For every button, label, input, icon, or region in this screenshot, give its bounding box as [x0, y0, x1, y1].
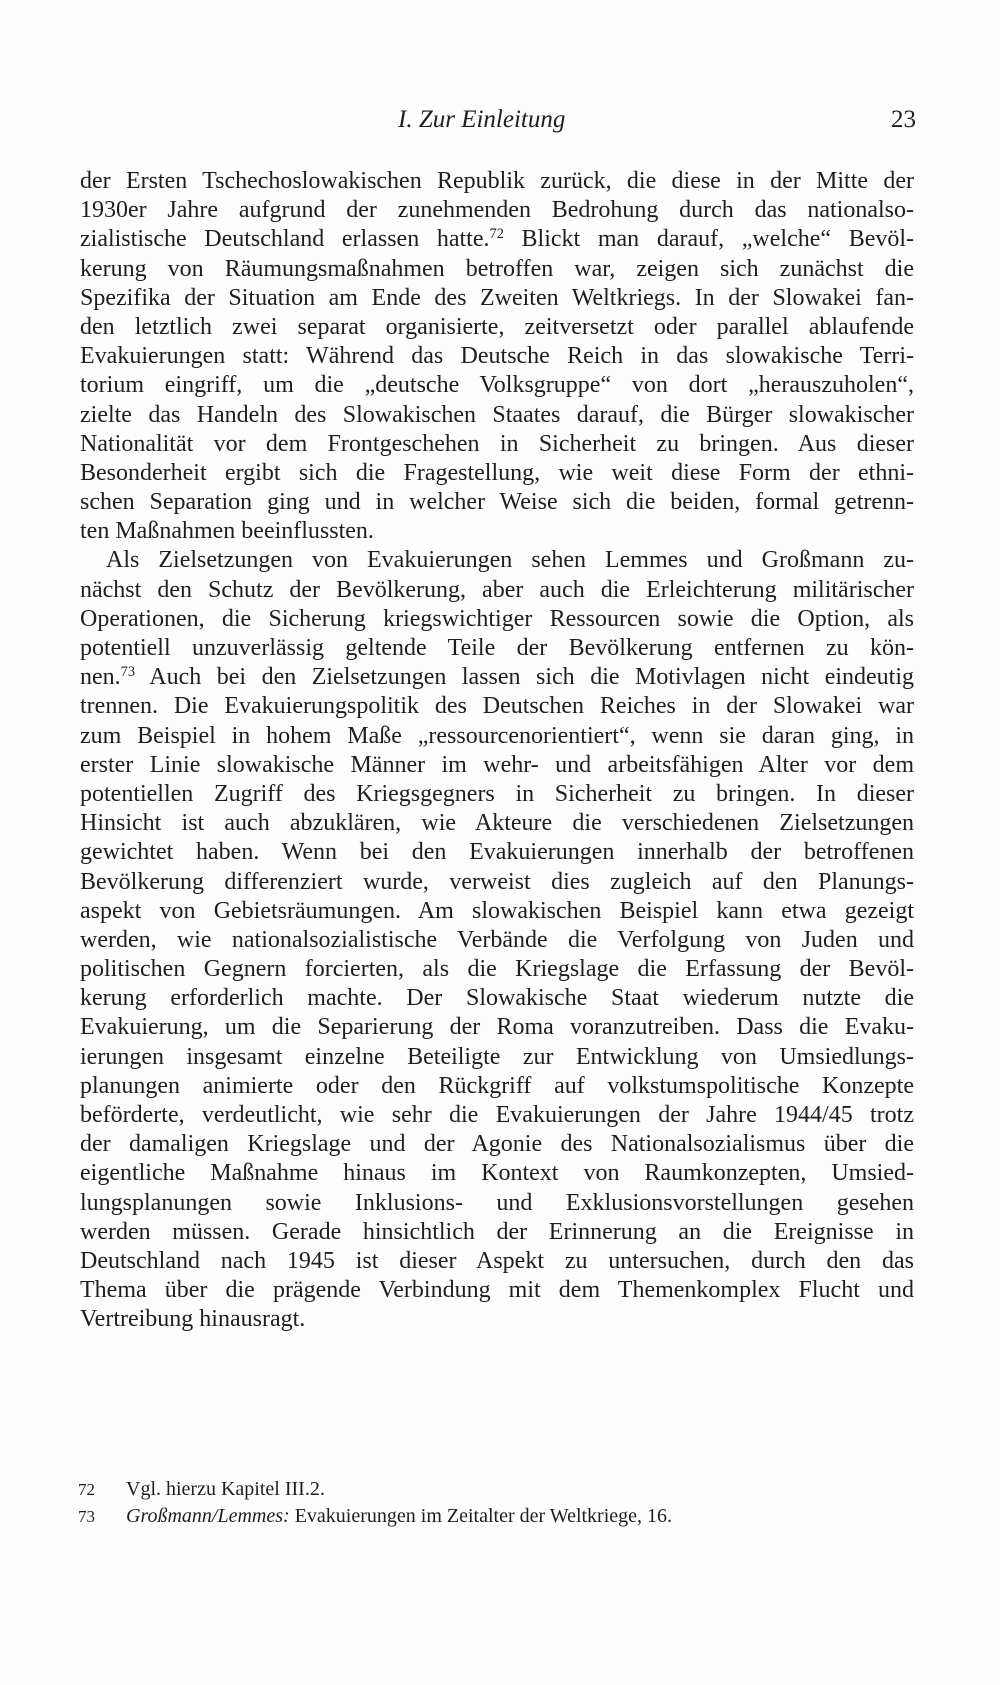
text-line: zielte das Handeln des Slowakischen Staates darauf, die Bürger slowakischer [80, 401, 914, 428]
text-line: Hinsicht ist auch abzuklären, wie Akteure die verschiedenen Zielsetzungen [80, 810, 914, 837]
text-line: Evakuierung, um die Separierung der Roma voranzutreiben. Dass die Evaku- [80, 1014, 914, 1041]
text-line: beförderte, verdeutlicht, wie sehr die Evakuierungen der Jahre 1944/45 trotz [80, 1102, 914, 1128]
text-line: Besonderheit ergibt sich die Fragestellung, wie weit diese Form der ethni- [80, 459, 914, 486]
footnote-text: Vgl. hierzu Kapitel III.2. [126, 1478, 325, 1500]
text-line: Nationalität vor dem Frontgeschehen in Sicherheit zu bringen. Aus dieser [80, 430, 914, 457]
text-line: nächst den Schutz der Bevölkerung, aber auch die Erleichterung militärischer [80, 576, 914, 603]
text-line: potentiellen Zugriff des Kriegsgegners in Sicherheit zu bringen. In dieser [80, 780, 914, 807]
text-segment: Auch bei den Zielsetzungen lassen sich die Motivlagen nicht eindeutig [135, 664, 914, 691]
footnote-text: Evakuierungen im Zeitalter der Weltkriege, 16. [289, 1505, 673, 1527]
text-line: kerung erforderlich machte. Der Slowakische Staat wiederum nutzte die [80, 985, 914, 1012]
text-line: Bevölkerung differenziert wurde, verweist dies zugleich auf den Planungs- [80, 868, 914, 895]
text-line: politischen Gegnern forcierten, als die Kriegslage die Erfassung der Bevöl- [80, 956, 914, 983]
text-line: Thema über die prägende Verbindung mit dem Themenkomplex Flucht und [80, 1277, 914, 1304]
text-line: Spezifika der Situation am Ende des Zweiten Weltkriegs. In der Slowakei fan- [80, 284, 914, 311]
text-line: schen Separation ging und in welcher Weise sich die beiden, formal getrenn- [80, 489, 914, 516]
body-text [80, 167, 914, 1335]
text-line: Als Zielsetzungen von Evakuierungen sehen Lemmes und Großmann zu- [106, 547, 914, 574]
text-line: der Ersten Tschechoslowakischen Republik zurück, die diese in der Mitte der [80, 168, 914, 194]
text-line: Deutschland nach 1945 ist dieser Aspekt zu untersuchen, durch den das [80, 1247, 914, 1274]
text-line: torium eingriff, um die „deutsche Volksgruppe“ von dort „herauszuholen“, [80, 372, 914, 399]
page-number: 23 [891, 106, 916, 133]
text-line: Operationen, die Sicherung kriegswichtiger Ressourcen sowie die Option, als [80, 605, 914, 632]
text-line: ierungen insgesamt einzelne Beteiligte zur Entwicklung von Umsiedlungs- [80, 1043, 914, 1070]
footnote-mark: 73 [78, 1507, 95, 1526]
footnote-author: Großmann/Lemmes: [126, 1505, 290, 1527]
footnote-ref-73[interactable]: 73 [120, 664, 136, 681]
footnote-mark: 72 [78, 1480, 95, 1499]
text-line: zum Beispiel in hohem Maße „ressourcenorientiert“, wenn sie daran ging, in [80, 722, 914, 749]
text-line [80, 663, 914, 692]
footnote-72 [78, 1476, 918, 1503]
text-line: planungen animierte oder den Rückgriff auf volkstumspolitische Konzepte [80, 1072, 914, 1099]
text-line: werden, wie nationalsozialistische Verbände die Verfolgung von Juden und [80, 926, 914, 953]
paragraph-1 [80, 167, 914, 546]
footnotes [78, 1476, 918, 1530]
text-segment: zialistische Deutschland erlassen hatte. [80, 226, 490, 253]
text-line: trennen. Die Evakuierungspolitik des Deutschen Reiches in der Slowakei war [80, 693, 914, 720]
text-line: lungsplanungen sowie Inklusions- und Exklusionsvorstellungen gesehen [80, 1189, 914, 1216]
text-line: eigentliche Maßnahme hinaus im Kontext von Raumkonzepten, Umsied- [80, 1160, 914, 1187]
text-segment: nen. [80, 664, 121, 691]
text-line: der damaligen Kriegslage und der Agonie des Nationalsozialismus über die [80, 1131, 914, 1158]
text-line: Vertreibung hinausragt. [80, 1306, 306, 1333]
text-line: gewichtet haben. Wenn bei den Evakuierungen innerhalb der betroffenen [80, 839, 914, 866]
text-line: 1930er Jahre aufgrund der zunehmenden Bedrohung durch das nationalso- [80, 197, 914, 224]
text-line: werden müssen. Gerade hinsichtlich der Erinnerung an die Ereignisse in [80, 1218, 914, 1245]
text-segment: Blickt man darauf, „welche“ Bevöl- [503, 226, 915, 253]
text-line: kerung von Räumungsmaßnahmen betroffen war, zeigen sich zunächst die [80, 255, 914, 282]
text-line: erster Linie slowakische Männer im wehr- und arbeitsfähigen Alter vor dem [80, 751, 914, 778]
text-line: potentiell unzuverlässig geltende Teile der Bevölkerung entfernen zu kön- [80, 635, 914, 661]
text-line: den letztlich zwei separat organisierte, zeitversetzt oder parallel ablaufende [80, 313, 914, 340]
text-line: aspekt von Gebietsräumungen. Am slowakischen Beispiel kann etwa gezeigt [80, 897, 914, 924]
text-line: ten Maßnahmen beeinflussten. [80, 518, 374, 545]
text-line: Evakuierungen statt: Während das Deutsche Reich in das slowakische Terri- [80, 343, 914, 370]
running-head [78, 103, 916, 137]
footnote-ref-72[interactable]: 72 [489, 226, 504, 243]
footnote-73 [78, 1503, 918, 1530]
text-line [80, 225, 914, 254]
running-head-title: I. Zur Einleitung [398, 106, 566, 133]
paragraph-2 [80, 546, 914, 1334]
